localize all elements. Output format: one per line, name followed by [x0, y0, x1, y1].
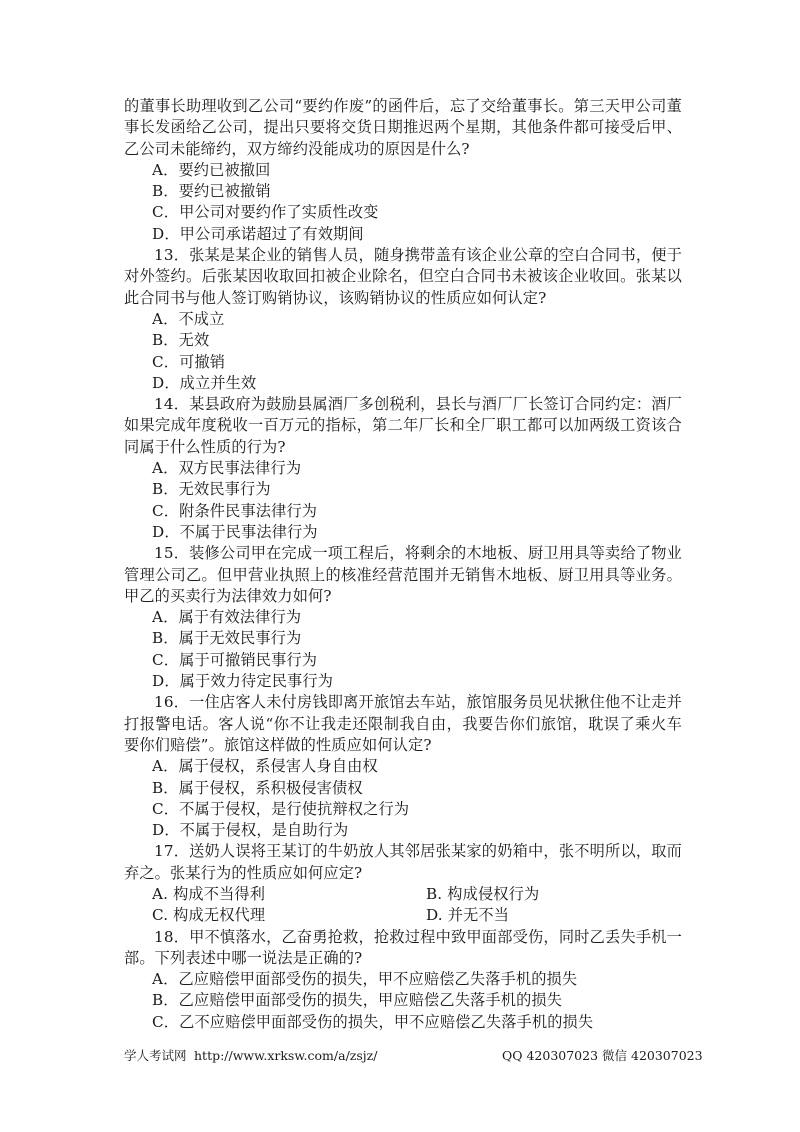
option-text: D. 并无不当: [426, 906, 510, 925]
option-text: C．可撤销: [152, 352, 226, 371]
option-text: A．乙应赔偿甲面部受伤的损失，甲不应赔偿乙失落手机的损失: [152, 970, 578, 989]
option-text: C．附条件民事法律行为: [152, 501, 318, 520]
option-text: A．属于侵权，系侵害人身自由权: [152, 757, 378, 776]
question-text: 16．一住店客人未付房钱即离开旅馆去车站，旅馆服务员见状揪住他不让走并打报警电话。客人说“你不让我走还限制我自由，我要告你们旅馆，耽误了乘火车要你们赔偿”。旅馆这样做的性质应如何认定?: [124, 693, 682, 754]
option-text: D．不属于民事法律行为: [152, 522, 318, 541]
question-content: [124, 96, 682, 1033]
option-text: B．要约已被撤销: [152, 182, 271, 201]
option-text: C．不属于侵权，是行使抗辩权之行为: [152, 799, 410, 818]
option-row: [124, 884, 682, 905]
option-text: C．乙不应赔偿甲面部受伤的损失，甲不应赔偿乙失落手机的损失: [152, 1012, 594, 1031]
question-text: 18．甲不慎落水，乙奋勇抢救，抢救过程中致甲面部受伤，同时乙丢失手机一部。下列表述中哪一说法是正确的?: [124, 927, 682, 967]
option-text: B．无效: [152, 331, 210, 350]
question-text: 13．张某是某企业的销售人员，随身携带盖有该企业公章的空白合同书，便于对外签约。后张某因收取回扣被企业除名，但空白合同书未被该企业收回。张某以此合同书与他人签订购销协议，该购销协议的性质应如何认定?: [124, 246, 682, 307]
option-text: A．属于有效法律行为: [152, 608, 302, 627]
option-text: C．属于可撤销民事行为: [152, 650, 318, 669]
option-text: A．双方民事法律行为: [152, 459, 302, 478]
option-text: D．属于效力待定民事行为: [152, 672, 334, 691]
option-text: D．不属于侵权，是自助行为: [152, 821, 349, 840]
question-text: 的董事长助理收到乙公司“要约作废”的函件后，忘了交给董事长。第三天甲公司董事长发函给乙公司，提出只要将交货日期推迟两个星期，其他条件都可接受后甲、乙公司未能缔约，双方缔约没能成功的原因是什么?: [124, 97, 682, 158]
footer-site-name: 学人考试网: [124, 1048, 187, 1063]
option-text: B．乙应赔偿甲面部受伤的损失，甲应赔偿乙失落手机的损失: [152, 991, 563, 1010]
option-text: B．属于无效民事行为: [152, 629, 302, 648]
footer-url: http://www.xrksw.com/a/zsjz/: [194, 1048, 378, 1063]
option-text: C．甲公司对要约作了实质性改变: [152, 203, 379, 222]
option-text: D．成立并生效: [152, 373, 257, 392]
option-text: B. 构成侵权行为: [426, 884, 540, 903]
option-text: B．属于侵权，系积极侵害债权: [152, 778, 363, 797]
option-text: D．甲公司承诺超过了有效期间: [152, 224, 364, 243]
option-text: A．不成立: [152, 309, 225, 328]
question-text: 15．装修公司甲在完成一项工程后，将剩余的木地板、厨卫用具等卖给了物业管理公司乙。但甲营业执照上的核准经营范围并无销售木地板、厨卫用具等业务。甲乙的买卖行为法律效力如何?: [124, 544, 682, 605]
option-text: A．要约已被撤回: [152, 160, 271, 179]
question-text: 17．送奶人误将王某订的牛奶放人其邻居张某家的奶箱中，张不明所以，取而弃之。张某行为的性质应如何应定?: [124, 842, 682, 882]
option-row: [124, 905, 682, 926]
option-text: B．无效民事行为: [152, 480, 271, 499]
option-text: C. 构成无权代理: [152, 906, 266, 925]
option-text: A. 构成不当得利: [152, 884, 266, 903]
footer-contact: QQ 420307023 微信 420307023: [502, 1048, 703, 1063]
question-text: 14．某县政府为鼓励县属酒厂多创税利，县长与酒厂厂长签订合同约定：酒厂如果完成年度税收一百万元的指标，第二年厂长和全厂职工都可以加两级工资该合同属于什么性质的行为?: [124, 395, 682, 456]
